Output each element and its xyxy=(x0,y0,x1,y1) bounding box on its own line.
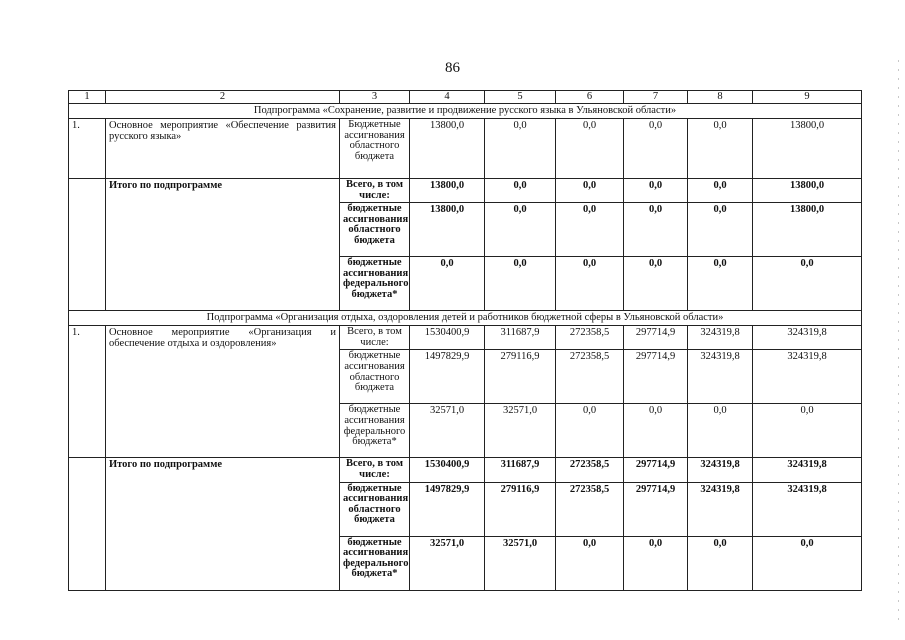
value-cell: 297714,9 xyxy=(624,326,688,350)
value-cell: 13800,0 xyxy=(753,179,862,203)
column-header: 1 xyxy=(69,91,106,104)
value-cell: 0,0 xyxy=(688,179,753,203)
column-header: 7 xyxy=(624,91,688,104)
value-cell: 297714,9 xyxy=(624,350,688,404)
value-cell: 311687,9 xyxy=(485,326,556,350)
budget-table xyxy=(68,90,862,591)
value-cell: 32571,0 xyxy=(485,404,556,458)
value-cell: 0,0 xyxy=(556,179,624,203)
value-cell: 0,0 xyxy=(624,404,688,458)
funding-source: Всего, в том числе: xyxy=(340,458,410,482)
table-row xyxy=(69,326,862,350)
funding-source: бюджетные ассигнования федерального бюджета* xyxy=(340,257,410,311)
value-cell: 0,0 xyxy=(485,257,556,311)
value-cell: 0,0 xyxy=(688,536,753,590)
value-cell: 0,0 xyxy=(624,203,688,257)
value-cell: 324319,8 xyxy=(753,482,862,536)
value-cell: 0,0 xyxy=(556,257,624,311)
row-index xyxy=(69,179,106,311)
subprogram-title-row xyxy=(69,104,862,119)
subprogram-title: Подпрограмма «Организация отдыха, оздоровления детей и работников бюджетной сферы в Ульяновской области» xyxy=(69,311,862,326)
value-cell: 0,0 xyxy=(410,257,485,311)
value-cell: 324319,8 xyxy=(753,350,862,404)
value-cell: 1530400,9 xyxy=(410,326,485,350)
funding-source: бюджетные ассигнования областного бюджета xyxy=(340,203,410,257)
value-cell: 272358,5 xyxy=(556,350,624,404)
value-cell: 13800,0 xyxy=(410,179,485,203)
value-cell: 272358,5 xyxy=(556,458,624,482)
subtotal-label: Итого по подпрограмме xyxy=(106,458,340,590)
column-header: 5 xyxy=(485,91,556,104)
value-cell: 0,0 xyxy=(624,119,688,179)
value-cell: 32571,0 xyxy=(410,404,485,458)
scan-edge-line xyxy=(898,60,899,620)
value-cell: 32571,0 xyxy=(410,536,485,590)
column-header: 9 xyxy=(753,91,862,104)
value-cell: 311687,9 xyxy=(485,458,556,482)
value-cell: 0,0 xyxy=(624,536,688,590)
value-cell: 0,0 xyxy=(556,203,624,257)
funding-source: бюджетные ассигнования федерального бюджета* xyxy=(340,536,410,590)
funding-source: Всего, в том числе: xyxy=(340,326,410,350)
value-cell: 0,0 xyxy=(624,257,688,311)
value-cell: 324319,8 xyxy=(753,326,862,350)
value-cell: 13800,0 xyxy=(753,203,862,257)
value-cell: 0,0 xyxy=(753,536,862,590)
value-cell: 0,0 xyxy=(753,257,862,311)
value-cell: 13800,0 xyxy=(753,119,862,179)
value-cell: 32571,0 xyxy=(485,536,556,590)
value-cell: 0,0 xyxy=(624,179,688,203)
table-row xyxy=(69,119,862,179)
value-cell: 272358,5 xyxy=(556,326,624,350)
value-cell: 0,0 xyxy=(485,203,556,257)
subprogram-title-row xyxy=(69,311,862,326)
value-cell: 0,0 xyxy=(485,119,556,179)
value-cell: 13800,0 xyxy=(410,203,485,257)
funding-source: бюджетные ассигнования федерального бюджета* xyxy=(340,404,410,458)
column-header: 2 xyxy=(106,91,340,104)
value-cell: 324319,8 xyxy=(688,350,753,404)
row-index xyxy=(69,458,106,590)
value-cell: 0,0 xyxy=(688,119,753,179)
value-cell: 0,0 xyxy=(485,179,556,203)
value-cell: 1530400,9 xyxy=(410,458,485,482)
table-row xyxy=(69,458,862,482)
value-cell: 0,0 xyxy=(556,404,624,458)
value-cell: 272358,5 xyxy=(556,482,624,536)
activity-name: Основное мероприятие «Организация и обеспечение отдыха и оздоровления» xyxy=(106,326,340,458)
value-cell: 1497829,9 xyxy=(410,350,485,404)
funding-source: бюджетные ассигнования областного бюджета xyxy=(340,350,410,404)
value-cell: 13800,0 xyxy=(410,119,485,179)
column-header: 6 xyxy=(556,91,624,104)
subtotal-label: Итого по подпрограмме xyxy=(106,179,340,311)
value-cell: 324319,8 xyxy=(688,326,753,350)
value-cell: 324319,8 xyxy=(753,458,862,482)
column-header: 4 xyxy=(410,91,485,104)
value-cell: 0,0 xyxy=(688,404,753,458)
row-index: 1. xyxy=(69,119,106,179)
value-cell: 297714,9 xyxy=(624,458,688,482)
table-row xyxy=(69,179,862,203)
column-header: 8 xyxy=(688,91,753,104)
funding-source: Бюджетные ассигнования областного бюджета xyxy=(340,119,410,179)
row-index: 1. xyxy=(69,326,106,458)
value-cell: 0,0 xyxy=(753,404,862,458)
value-cell: 279116,9 xyxy=(485,350,556,404)
activity-name: Основное мероприятие «Обеспечение развития русского языка» xyxy=(106,119,340,179)
value-cell: 279116,9 xyxy=(485,482,556,536)
page-number: 86 xyxy=(445,60,460,76)
funding-source: бюджетные ассигнования областного бюджета xyxy=(340,482,410,536)
value-cell: 297714,9 xyxy=(624,482,688,536)
value-cell: 0,0 xyxy=(556,536,624,590)
column-header: 3 xyxy=(340,91,410,104)
value-cell: 0,0 xyxy=(688,257,753,311)
value-cell: 0,0 xyxy=(556,119,624,179)
value-cell: 0,0 xyxy=(688,203,753,257)
value-cell: 324319,8 xyxy=(688,482,753,536)
table-header-row xyxy=(69,91,862,104)
subprogram-title: Подпрограмма «Сохранение, развитие и продвижение русского языка в Ульяновской области» xyxy=(69,104,862,119)
funding-source: Всего, в том числе: xyxy=(340,179,410,203)
value-cell: 1497829,9 xyxy=(410,482,485,536)
value-cell: 324319,8 xyxy=(688,458,753,482)
